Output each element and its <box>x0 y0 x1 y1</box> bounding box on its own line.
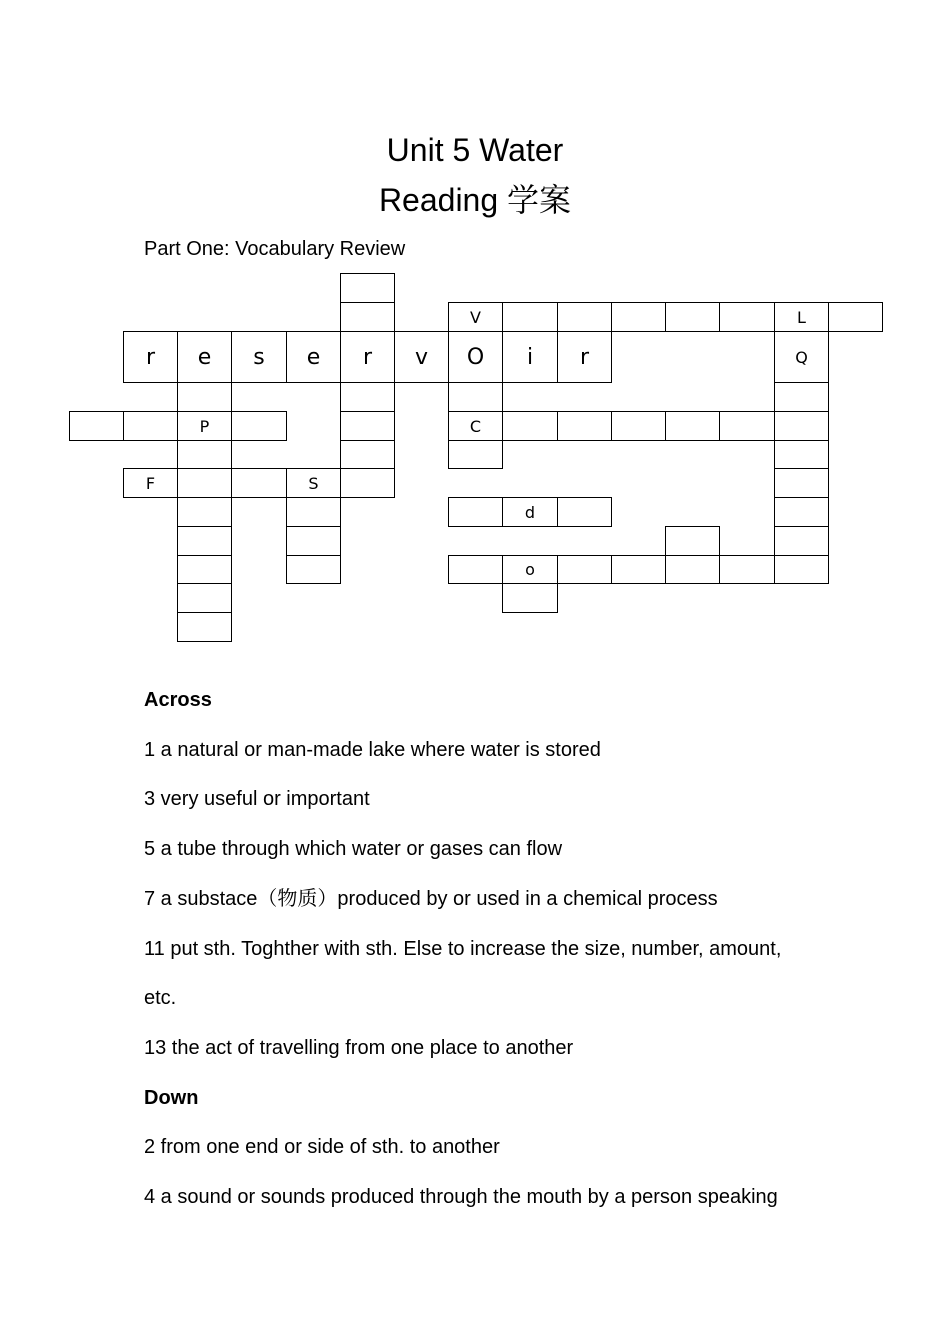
crossword-cell <box>611 411 666 441</box>
down-heading: Down <box>144 1086 199 1109</box>
crossword-cell: i <box>502 331 558 383</box>
crossword-cell <box>719 302 775 332</box>
crossword-cell <box>177 555 232 584</box>
section-heading: Part One: Vocabulary Review <box>144 238 406 260</box>
crossword-cell <box>340 382 395 412</box>
crossword-cell: F <box>123 468 178 498</box>
across-clue: 13 the act of travelling from one place to another <box>144 1036 574 1059</box>
crossword-cell <box>665 302 720 332</box>
crossword-cell: Q <box>774 331 829 383</box>
across-clue: 3 very useful or important <box>144 788 370 811</box>
crossword-cell <box>557 497 612 527</box>
crossword-cell: P <box>177 411 232 441</box>
crossword-cell <box>177 440 232 469</box>
crossword-cell <box>611 302 666 332</box>
crossword-cell <box>502 411 558 441</box>
crossword-cell <box>177 468 232 498</box>
crossword-cell <box>774 411 829 441</box>
clue-list <box>144 676 824 1223</box>
crossword-cell <box>557 411 612 441</box>
crossword-cell <box>502 302 558 332</box>
crossword-cell: L <box>774 302 829 332</box>
crossword-cell <box>774 555 829 584</box>
crossword-cell <box>448 555 503 584</box>
crossword-cell <box>557 555 612 584</box>
crossword-cell <box>774 468 829 498</box>
across-clue: 5 a tube through which water or gases can flow <box>144 838 563 861</box>
crossword-cell <box>69 411 124 441</box>
crossword-cell <box>448 440 503 469</box>
crossword-cell <box>502 583 558 613</box>
crossword-cell <box>340 302 395 332</box>
crossword-cell: d <box>502 497 558 527</box>
crossword-cell <box>774 440 829 469</box>
crossword-cell <box>177 497 232 527</box>
crossword-cell: C <box>448 411 503 441</box>
crossword-cell <box>665 526 720 556</box>
crossword-cell: e <box>286 331 341 383</box>
crossword-cell <box>177 526 232 556</box>
crossword-cell <box>719 411 775 441</box>
crossword-cell <box>774 526 829 556</box>
crossword-cell <box>774 497 829 527</box>
crossword-cell: s <box>231 331 287 383</box>
crossword-cell <box>177 382 232 412</box>
crossword-cell: e <box>177 331 232 383</box>
down-clue: 4 a sound or sounds produced through the mouth by a person speaking <box>144 1186 778 1209</box>
crossword-cell: o <box>502 555 558 584</box>
crossword-cell <box>340 411 395 441</box>
crossword-grid <box>0 0 950 660</box>
crossword-cell <box>123 411 178 441</box>
crossword-cell <box>665 555 720 584</box>
crossword-cell <box>448 497 503 527</box>
crossword-cell <box>719 555 775 584</box>
crossword-cell: V <box>448 302 503 332</box>
across-heading: Across <box>144 689 212 711</box>
page-title: Unit 5 Water <box>386 132 564 168</box>
crossword-cell <box>611 555 666 584</box>
crossword-cell <box>286 497 341 527</box>
crossword-cell <box>177 612 232 642</box>
down-clue: 2 from one end or side of sth. to another <box>144 1136 500 1159</box>
crossword-cell <box>231 468 287 498</box>
across-clue: 7 a substace（物质）produced by or used in a chemical process <box>144 887 718 910</box>
crossword-cell <box>340 440 395 469</box>
crossword-cell: O <box>448 331 503 383</box>
crossword-cell <box>231 411 287 441</box>
page-subtitle: Reading 学案 <box>378 182 572 218</box>
crossword-cell <box>340 273 395 303</box>
crossword-cell <box>774 382 829 412</box>
crossword-cell: r <box>557 331 612 383</box>
across-clue: 11 put sth. Toghther with sth. Else to increase the size, number, amount, <box>144 937 782 960</box>
crossword-cell: r <box>123 331 178 383</box>
crossword-cell <box>557 302 612 332</box>
crossword-cell <box>448 382 503 412</box>
crossword-cell <box>177 583 232 613</box>
crossword-cell: v <box>394 331 449 383</box>
crossword-cell <box>340 468 395 498</box>
across-clue: etc. <box>144 987 177 1010</box>
crossword-cell <box>286 555 341 584</box>
crossword-cell <box>828 302 883 332</box>
crossword-cell <box>286 526 341 556</box>
crossword-cell: S <box>286 468 341 498</box>
crossword-cell <box>665 411 720 441</box>
crossword-cell: r <box>340 331 395 383</box>
across-clue: 1 a natural or man-made lake where water is stored <box>144 738 601 761</box>
